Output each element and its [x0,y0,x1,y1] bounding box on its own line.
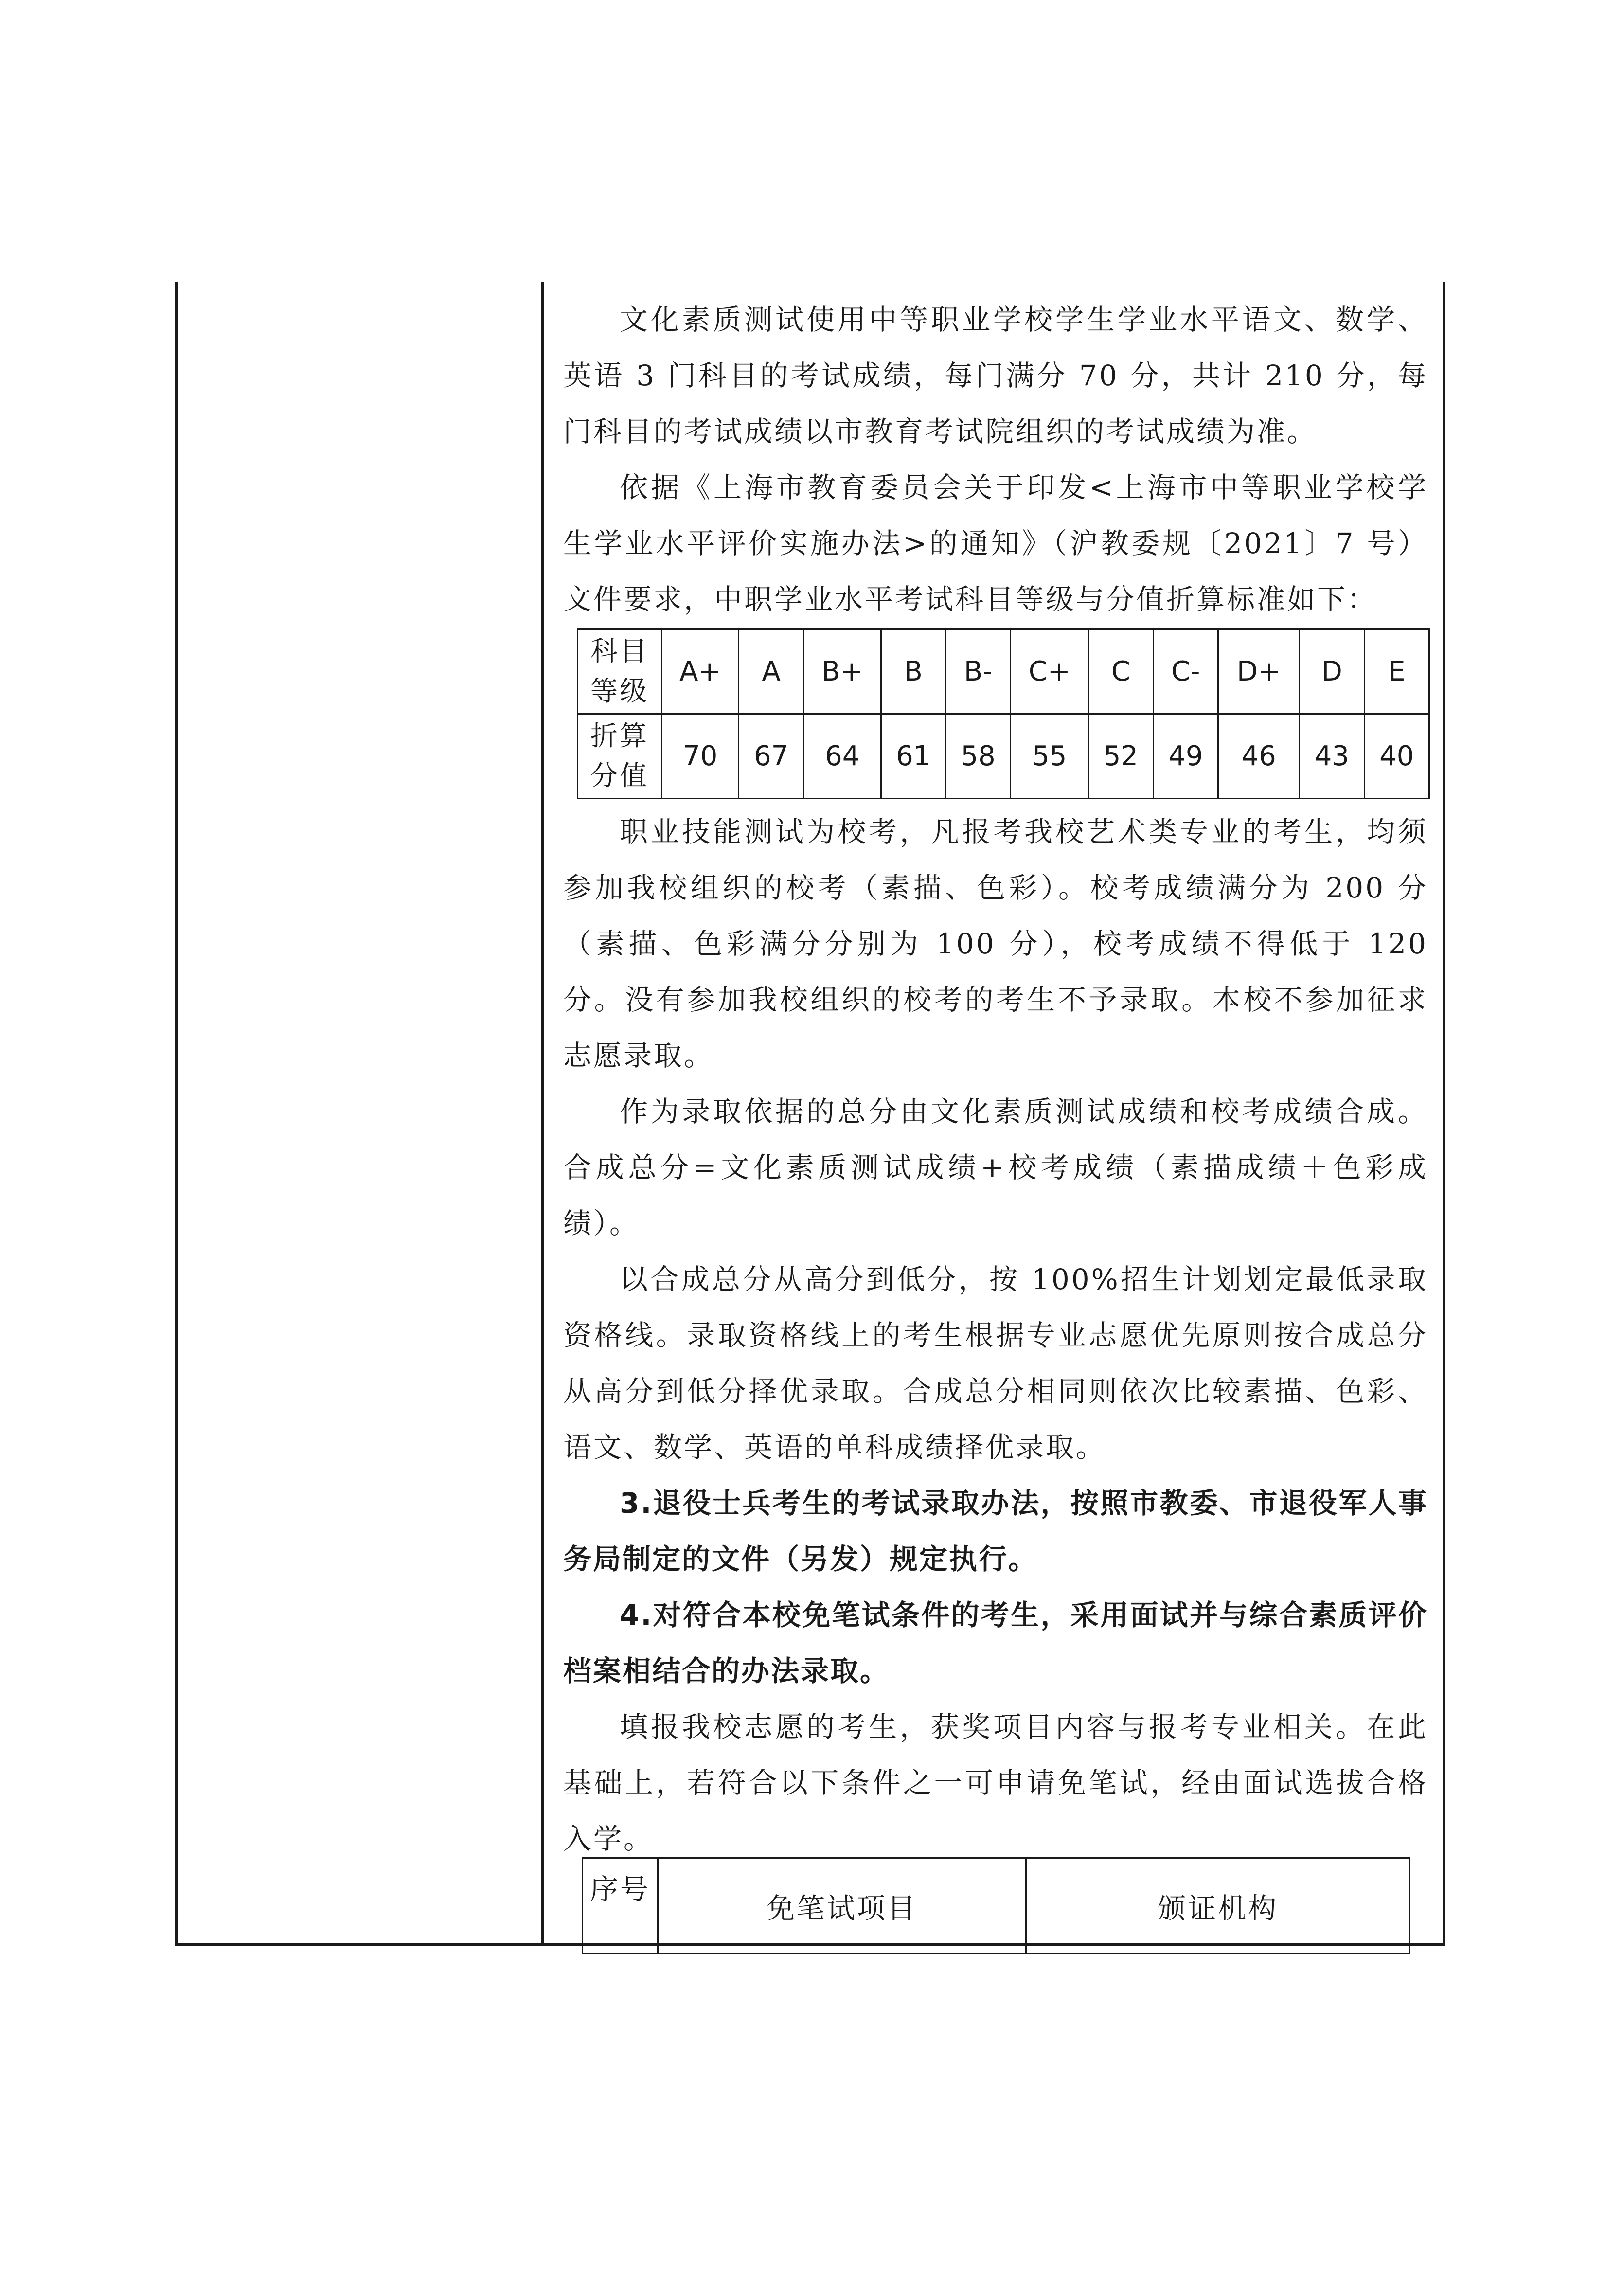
score-row-header: 折算 分值 [578,714,662,799]
paragraph-veterans: 3.退役士兵考生的考试录取办法，按照市教委、市退役军人事务局制定的文件（另发）规定执行。 [563,1487,1428,1576]
score-row [578,714,1429,799]
table-border-left [175,282,178,1946]
grade-cell: D [1300,629,1364,714]
header-issuer: 颁证机构 [1026,1858,1410,1954]
grade-cell: C+ [1011,629,1088,714]
grade-cell: B+ [803,629,881,714]
paragraph-exemption-conditions: 填报我校志愿的考生，获奖项目内容与报考专业相关。在此基础上，若符合以下条件之一可申请免笔试，经由面试选拔合格入学。 [563,1710,1428,1855]
table-border-middle [541,282,544,1946]
paragraph-basis: 依据《上海市教育委员会关于印发<上海市中等职业学校学生学业水平评价实施办法>的通知》（沪教委规〔2021〕7 号）文件要求，中职学业水平考试科目等级与分值折算标准如下： [563,471,1428,616]
grade-cell: C [1088,629,1153,714]
exemption-table [582,1857,1410,1954]
score-cell: 58 [945,714,1010,799]
table-border-right [1443,282,1445,1946]
score-cell: 55 [1011,714,1088,799]
score-cell: 40 [1364,714,1429,799]
grade-cell: D+ [1218,629,1300,714]
paragraph-skills-test: 职业技能测试为校考，凡报考我校艺术类专业的考生，均须参加我校组织的校考（素描、色彩）。校考成绩满分为 200 分（素描、色彩满分分别为 100 分），校考成绩不得低于 120 分。没有参加我校组织的校考的考生不予录取。本校不参加征求志愿录取。 [563,815,1428,1072]
score-cell: 43 [1300,714,1364,799]
grade-row-header: 科目 等级 [578,629,662,714]
header-item: 免笔试项目 [658,1858,1026,1954]
paragraph-culture-test: 文化素质测试使用中等职业学校学生学业水平语文、数学、英语 3 门科目的考试成绩，每门满分 70 分，共计 210 分，每门科目的考试成绩以市教育考试院组织的考试成绩为准。 [563,303,1428,448]
grade-cell: E [1364,629,1429,714]
paragraph-admission-line: 以合成总分从高分到低分，按 100%招生计划划定最低录取资格线。录取资格线上的考生根据专业志愿优先原则按合成总分从高分到低分择优录取。合成总分相同则依次比较素描、色彩、语文、数学、英语的单科成绩择优录取。 [563,1263,1428,1464]
paragraph-total-score: 作为录取依据的总分由文化素质测试成绩和校考成绩合成。合成总分=文化素质测试成绩+校考成绩（素描成绩＋色彩成绩）。 [563,1095,1428,1240]
score-cell: 70 [662,714,739,799]
grade-cell: A [739,629,803,714]
grade-row [578,629,1429,714]
grade-cell: C- [1153,629,1218,714]
grade-cell: B [881,629,945,714]
header-index: 序号 [583,1858,658,1954]
grade-cell: A+ [662,629,739,714]
grade-conversion-table [577,628,1430,799]
score-cell: 52 [1088,714,1153,799]
score-cell: 67 [739,714,803,799]
score-cell: 64 [803,714,881,799]
grade-cell: B- [945,629,1010,714]
content-cell [563,292,1428,1867]
score-cell: 46 [1218,714,1300,799]
exemption-table-header-row [583,1858,1410,1954]
score-cell: 61 [881,714,945,799]
paragraph-exemption: 4.对符合本校免笔试条件的考生，采用面试并与综合素质评价档案相结合的办法录取。 [563,1598,1428,1687]
score-cell: 49 [1153,714,1218,799]
